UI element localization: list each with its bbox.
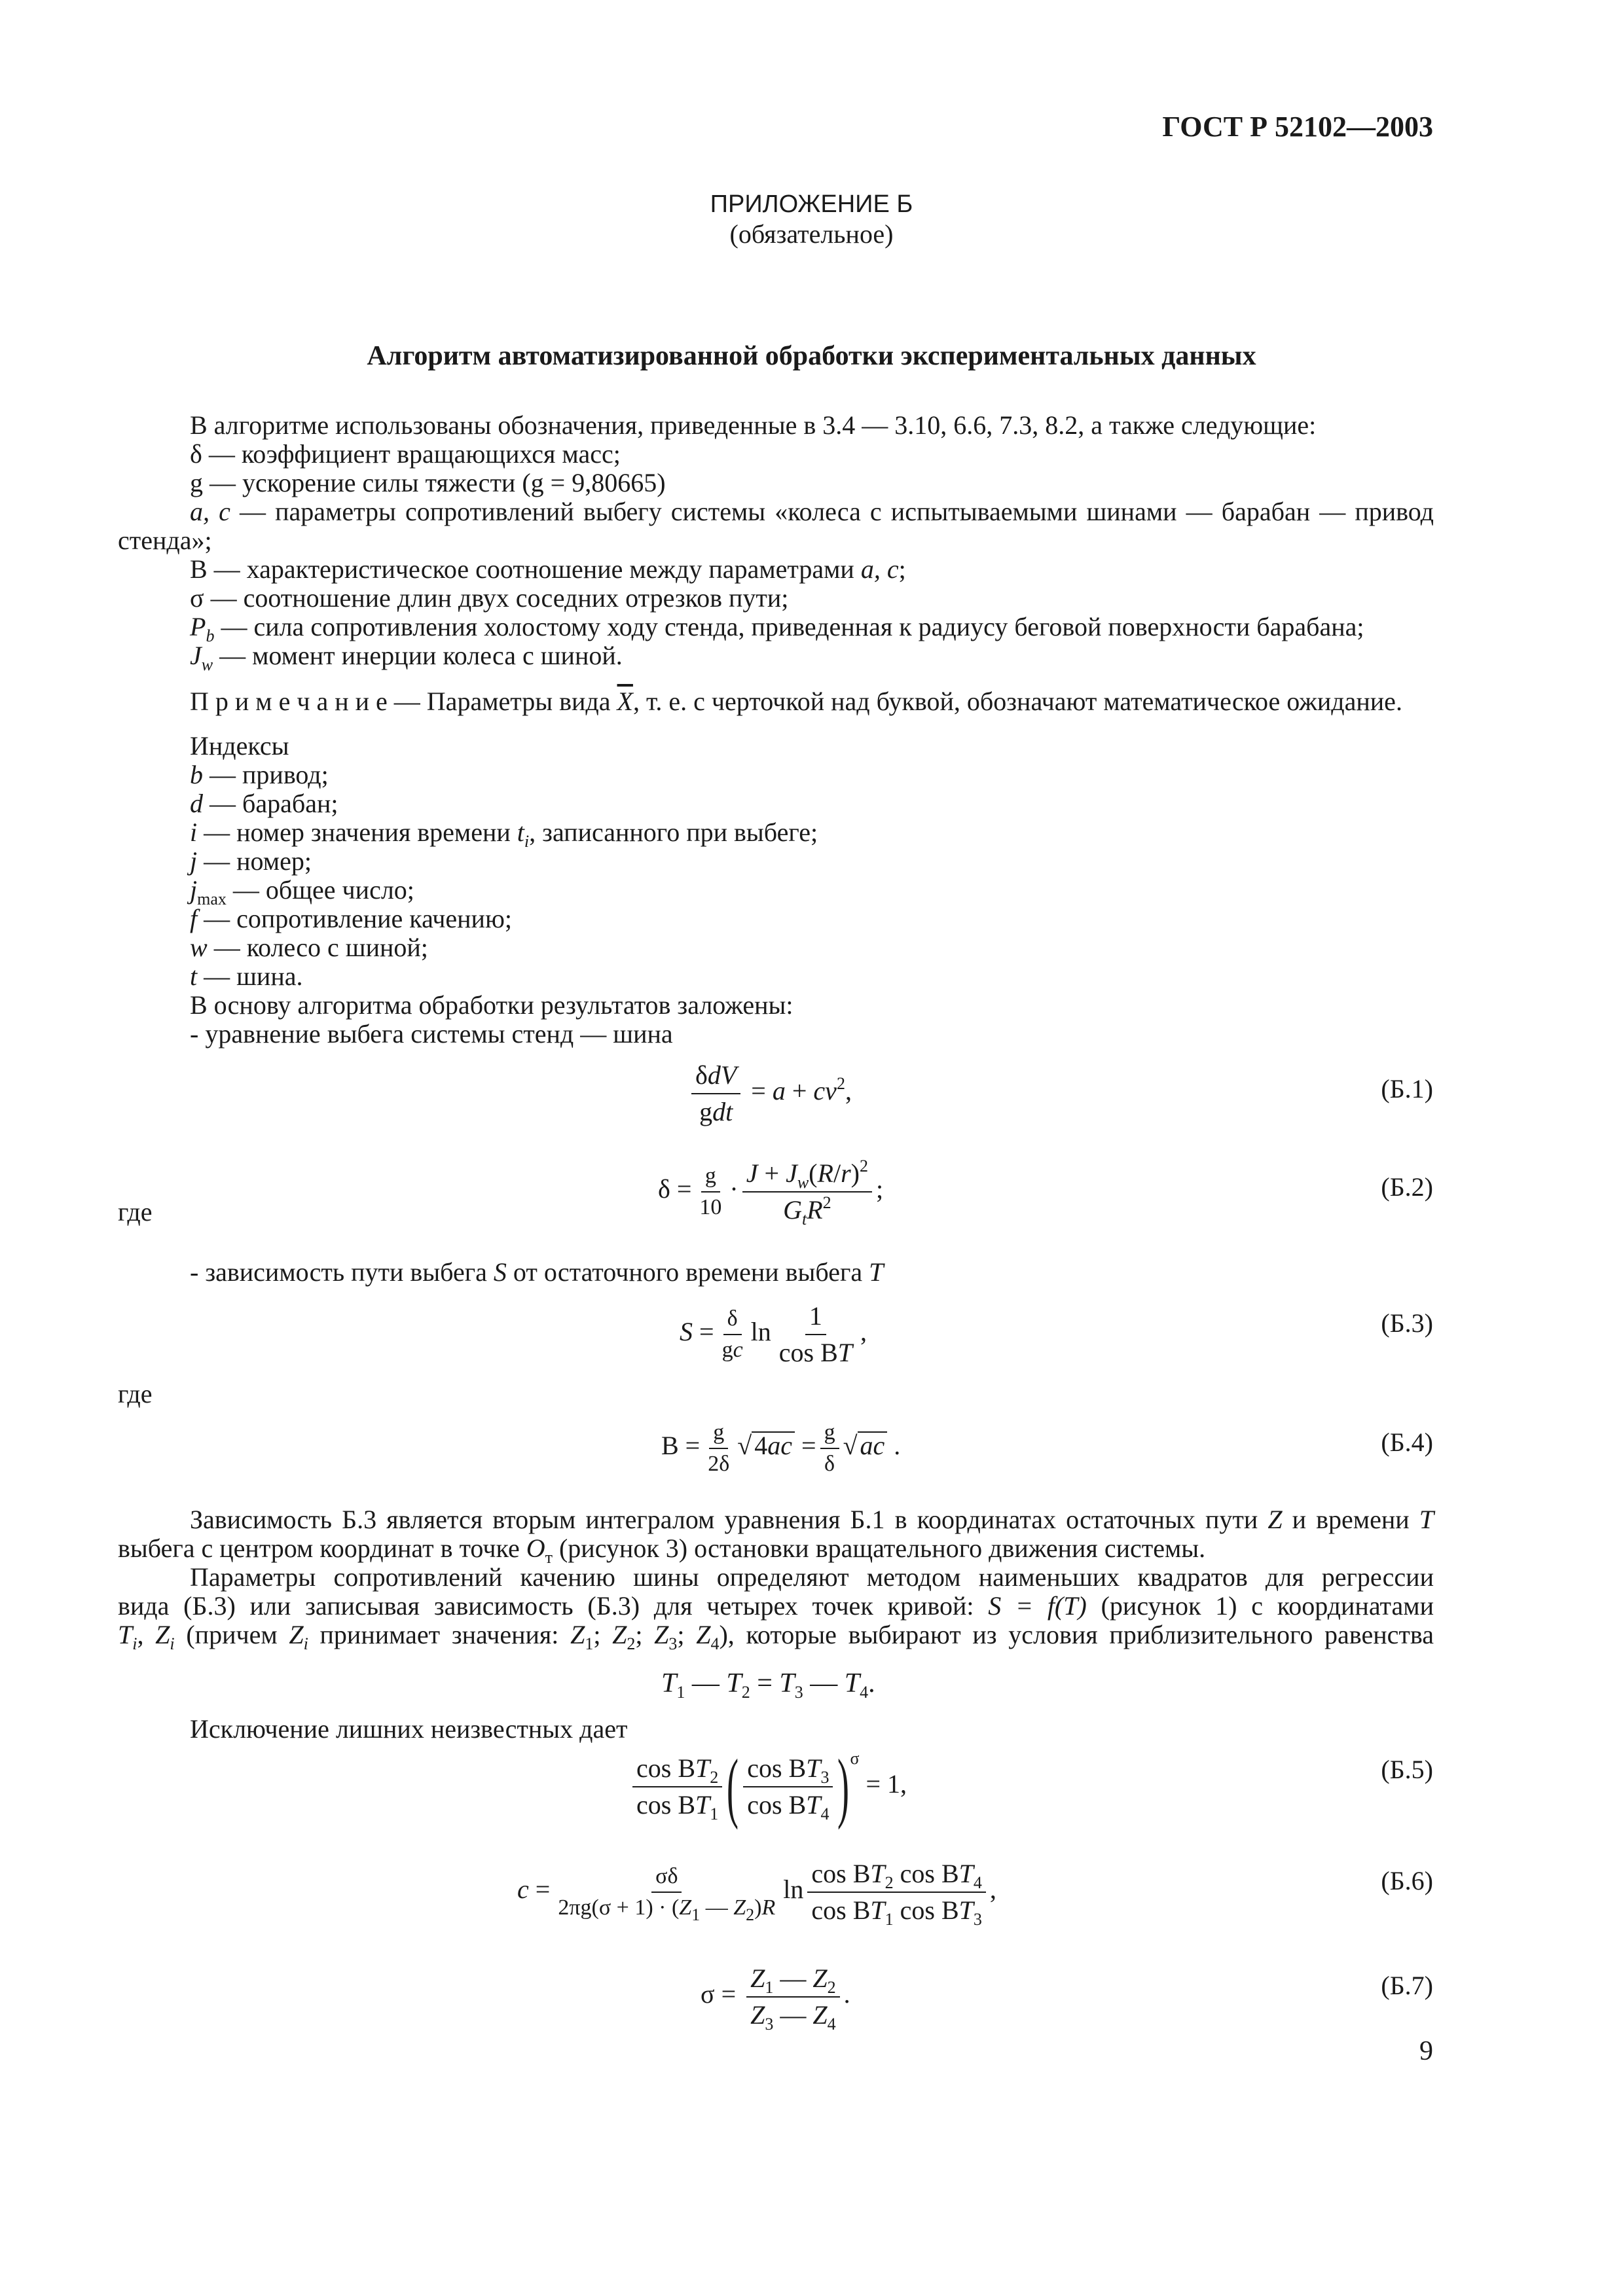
document-code: ГОСТ Р 52102—2003 — [1162, 111, 1433, 143]
notation-Jw: $J_w$ — момент инерции колеса с шиной. — [190, 641, 623, 674]
notation-g: g — ускорение силы тяжести (g = 9,80665) — [190, 468, 666, 497]
equation-number-b4: (Б.4) — [1381, 1427, 1433, 1457]
page-number: 9 — [1419, 2036, 1433, 2066]
equation-b4: В = $\frac{g}{2\delta}$ √ 4ac = $\frac{g}{\delta}$ √ ac . — [661, 1420, 901, 1476]
paragraph-1-line-1: Зависимость Б.3 является вторым интегралом уравнения Б.1 в координатах остаточных пути Z и времени T — [190, 1505, 1434, 1534]
equality-condition: $T_1$ — $T_2 = T_3$ — $T_4$. — [661, 1668, 875, 1702]
index-item: d — барабан; — [190, 789, 338, 818]
index-item: w — колесо с шиной; — [190, 933, 428, 962]
note: П р и м е ч а н и е — Параметры вида $\overline{X}$, т. е. с черточкой над буквой, обозначают математическое ожидание. — [190, 687, 1402, 716]
basis-item-1: - уравнение выбега системы стенд — шина — [190, 1019, 673, 1049]
equation-number-b1: (Б.1) — [1381, 1074, 1433, 1103]
notation-ac-cont: стенда»; — [118, 526, 212, 555]
equation-b3: S = $\frac{\delta}{gc}$ ln $\frac{1}{\text{cos ВT}}$ , — [680, 1301, 867, 1367]
paragraph-1-line-2: выбега с центром координат в точке $O_т$ (рисунок 3) остановки вращательного движения системы. — [118, 1534, 1206, 1567]
section-heading: Алгоритм автоматизированной обработки экспериментальных данных — [367, 341, 1256, 371]
indices-title: Индексы — [190, 731, 289, 761]
equation-b1: $\frac{\text{δdV}}{\text{gdt}}$ = $a + cv^2$, — [687, 1060, 852, 1127]
equation-b5: $\frac{\cos ВT_2}{\cos ВT_1}$ ( $\frac{\cos ВT_3}{\cos ВT_4}$ )$^\sigma$ = 1, — [629, 1748, 907, 1826]
basis-item-2: - зависимость пути выбега S от остаточного времени выбега T — [190, 1257, 884, 1287]
notation-Pb: $P_b$ — сила сопротивления холостому ходу стенда, приведенная к радиусу беговой поверхности барабана; — [190, 612, 1364, 645]
notation-sigma: σ — соотношение длин двух соседних отрезков пути; — [190, 583, 789, 613]
equation-number-b6: (Б.6) — [1381, 1866, 1433, 1895]
basis-intro: В основу алгоритма обработки результатов заложены: — [190, 990, 793, 1020]
index-item: $j_{max}$ — общее число; — [190, 875, 414, 908]
index-item: f — сопротивление качению; — [190, 904, 512, 933]
equation-number-b2: (Б.2) — [1381, 1172, 1433, 1202]
index-item: b — привод; — [190, 760, 329, 789]
annex-title: ПРИЛОЖЕНИЕ Б — [710, 190, 913, 218]
equation-number-b3: (Б.3) — [1381, 1308, 1433, 1338]
notation-ac: a, c — параметры сопротивлений выбегу системы «колеса с испытываемыми шинами — барабан — привод — [190, 497, 1434, 526]
where-label: где — [118, 1379, 153, 1408]
notation-B: В — характеристическое соотношение между параметрами a, c; — [190, 554, 906, 584]
paragraph-3: Исключение лишних неизвестных дает — [190, 1714, 628, 1744]
equation-b6: c = $\frac{\sigma\delta}{2\pi g(\sigma + 1) \cdot (Z_1 — Z_2)R}$ ln $\frac{\cos ВT_2 \cos ВT_4}{\cos ВT_1 \cos ВT_3}$ , — [517, 1859, 996, 1929]
equation-number-b5: (Б.5) — [1381, 1755, 1433, 1784]
index-item: i — номер значения времени $t_i$, записанного при выбеге; — [190, 817, 818, 851]
equation-b7: σ = $\frac{Z_1 — Z_2}{Z_3 — Z_4}$ . — [701, 1964, 850, 2034]
notation-delta: δ — коэффициент вращающихся масс; — [190, 439, 621, 469]
note-symbol: $\overline{X}$ — [617, 687, 633, 716]
paragraph-2-line-1: Параметры сопротивлений качению шины определяют методом наименьших квадратов для регрессии — [190, 1562, 1434, 1592]
equation-number-b7: (Б.7) — [1381, 1971, 1433, 2000]
where-label: где — [118, 1197, 153, 1227]
index-item: j — номер; — [190, 846, 312, 876]
index-item: t — шина. — [190, 961, 303, 991]
paragraph-2-line-3: $T_i$, $Z_i$ (причем $Z_i$ принимает значения: $Z_1$; $Z_2$; $Z_3$; $Z_4$), которые выбирают из условия приблизительного равенства — [118, 1620, 1434, 1653]
equation-b2: δ = $\frac{g}{10}$ · $\frac{J + J_w(R/r)^2}{G_tR^2}$ ; — [658, 1157, 884, 1229]
paragraph-2-line-2: вида (Б.3) или записывая зависимость (Б.3) для четырех точек кривой: S = f(T) (рисунок 1) с координатами — [118, 1591, 1434, 1621]
annex-status: (обязательное) — [729, 219, 894, 249]
intro-line: В алгоритме использованы обозначения, приведенные в 3.4 — 3.10, 6.6, 7.3, 8.2, а также следующие: — [190, 410, 1317, 440]
note-label: П р и м е ч а н и е — [190, 687, 388, 716]
